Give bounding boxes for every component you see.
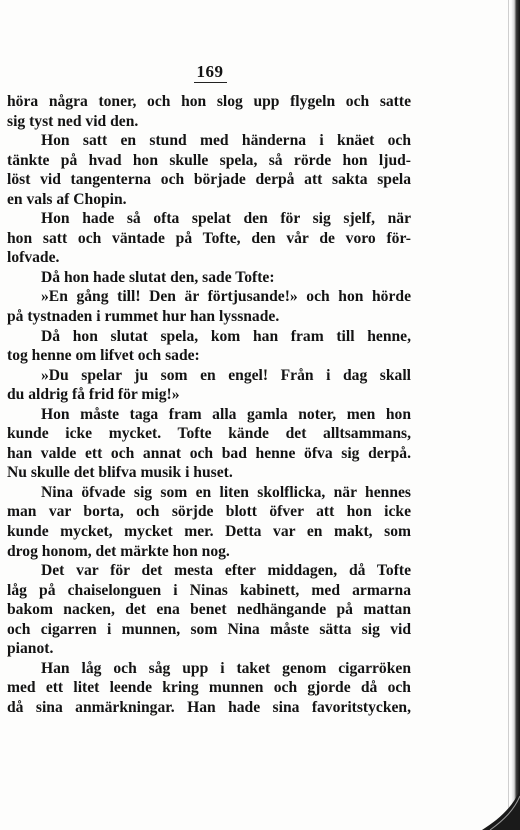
text-line: »Du spelar ju som en engel! Från i dag skall	[41, 366, 411, 384]
text-line: kunde icke mycket. Tofte kände det alltsammans,	[7, 425, 411, 443]
text-line: Nina öfvade sig som en liten skolflicka, när hennes	[41, 483, 411, 501]
text-line: Då hon hade slutat den, sade Tofte:	[41, 268, 275, 286]
text-line: drog honom, det märkte hon nog.	[7, 542, 230, 560]
text-line: han valde ett och annat och bad henne öfva sig derpå.	[7, 444, 411, 462]
text-line: på tystnaden i rummet hur han lyssnade.	[7, 308, 280, 326]
text-line: Hon hade så ofta spelat den för sig sjelf, när	[41, 210, 411, 228]
page-number	[0, 62, 420, 82]
binding-shadow-line	[508, 0, 509, 830]
text-line: Han låg och såg upp i taket genom cigarröken	[41, 659, 411, 677]
text-line: då sina anmärkningar. Han hade sina favoritstycken,	[7, 698, 411, 716]
text-line: lofvade.	[7, 249, 60, 267]
text-line: Hon måste taga fram alla gamla noter, men hon	[41, 405, 411, 423]
text-line: höra några toner, och hon slog upp flygeln och satte	[7, 93, 411, 110]
text-line: Det var för det mesta efter middagen, då Tofte	[41, 562, 411, 580]
text-line: du aldrig få frid för mig!»	[7, 386, 180, 404]
text-line: löst vid tangenterna och började derpå att sakta spela	[7, 171, 411, 189]
text-line: och cigarren i munnen, som Nina måste sätta sig vid	[7, 620, 411, 638]
body-text	[7, 92, 411, 718]
text-line: låg på chaiselonguen i Ninas kabinett, med armarna	[7, 581, 411, 599]
text-line: Nu skulle det blifva musik i huset.	[7, 464, 233, 482]
text-line: Då hon slutat spela, kom han fram till henne,	[41, 327, 411, 345]
book-binding-edge	[511, 0, 520, 830]
text-line: kunde mycket, mycket mer. Detta var en makt, som	[7, 523, 411, 541]
page-corner-curl	[460, 790, 520, 830]
text-line: pianot.	[7, 640, 54, 658]
text-line: en vals af Chopin.	[7, 190, 127, 208]
text-line: sig tyst ned vid den.	[7, 112, 139, 130]
text-line: man var borta, och sörjde blott öfver att hon icke	[7, 503, 411, 521]
text-line: med ett litet leende kring munnen och gjorde då och	[7, 679, 411, 697]
text-line: tog henne om lifvet och sade:	[7, 347, 200, 365]
text-line: Hon satt en stund med händerna i knäet och	[41, 132, 411, 150]
text-line: hon satt och väntade på Tofte, den vår de voro för-	[7, 229, 411, 247]
text-line: tänkte på hvad hon skulle spela, så rörde hon ljud-	[7, 151, 411, 169]
text-line: bakom nacken, det ena benet nedhängande på mattan	[7, 601, 411, 619]
text-line: »En gång till! Den är förtjusande!» och hon hörde	[41, 288, 411, 306]
page-number-text: 169	[194, 62, 227, 83]
